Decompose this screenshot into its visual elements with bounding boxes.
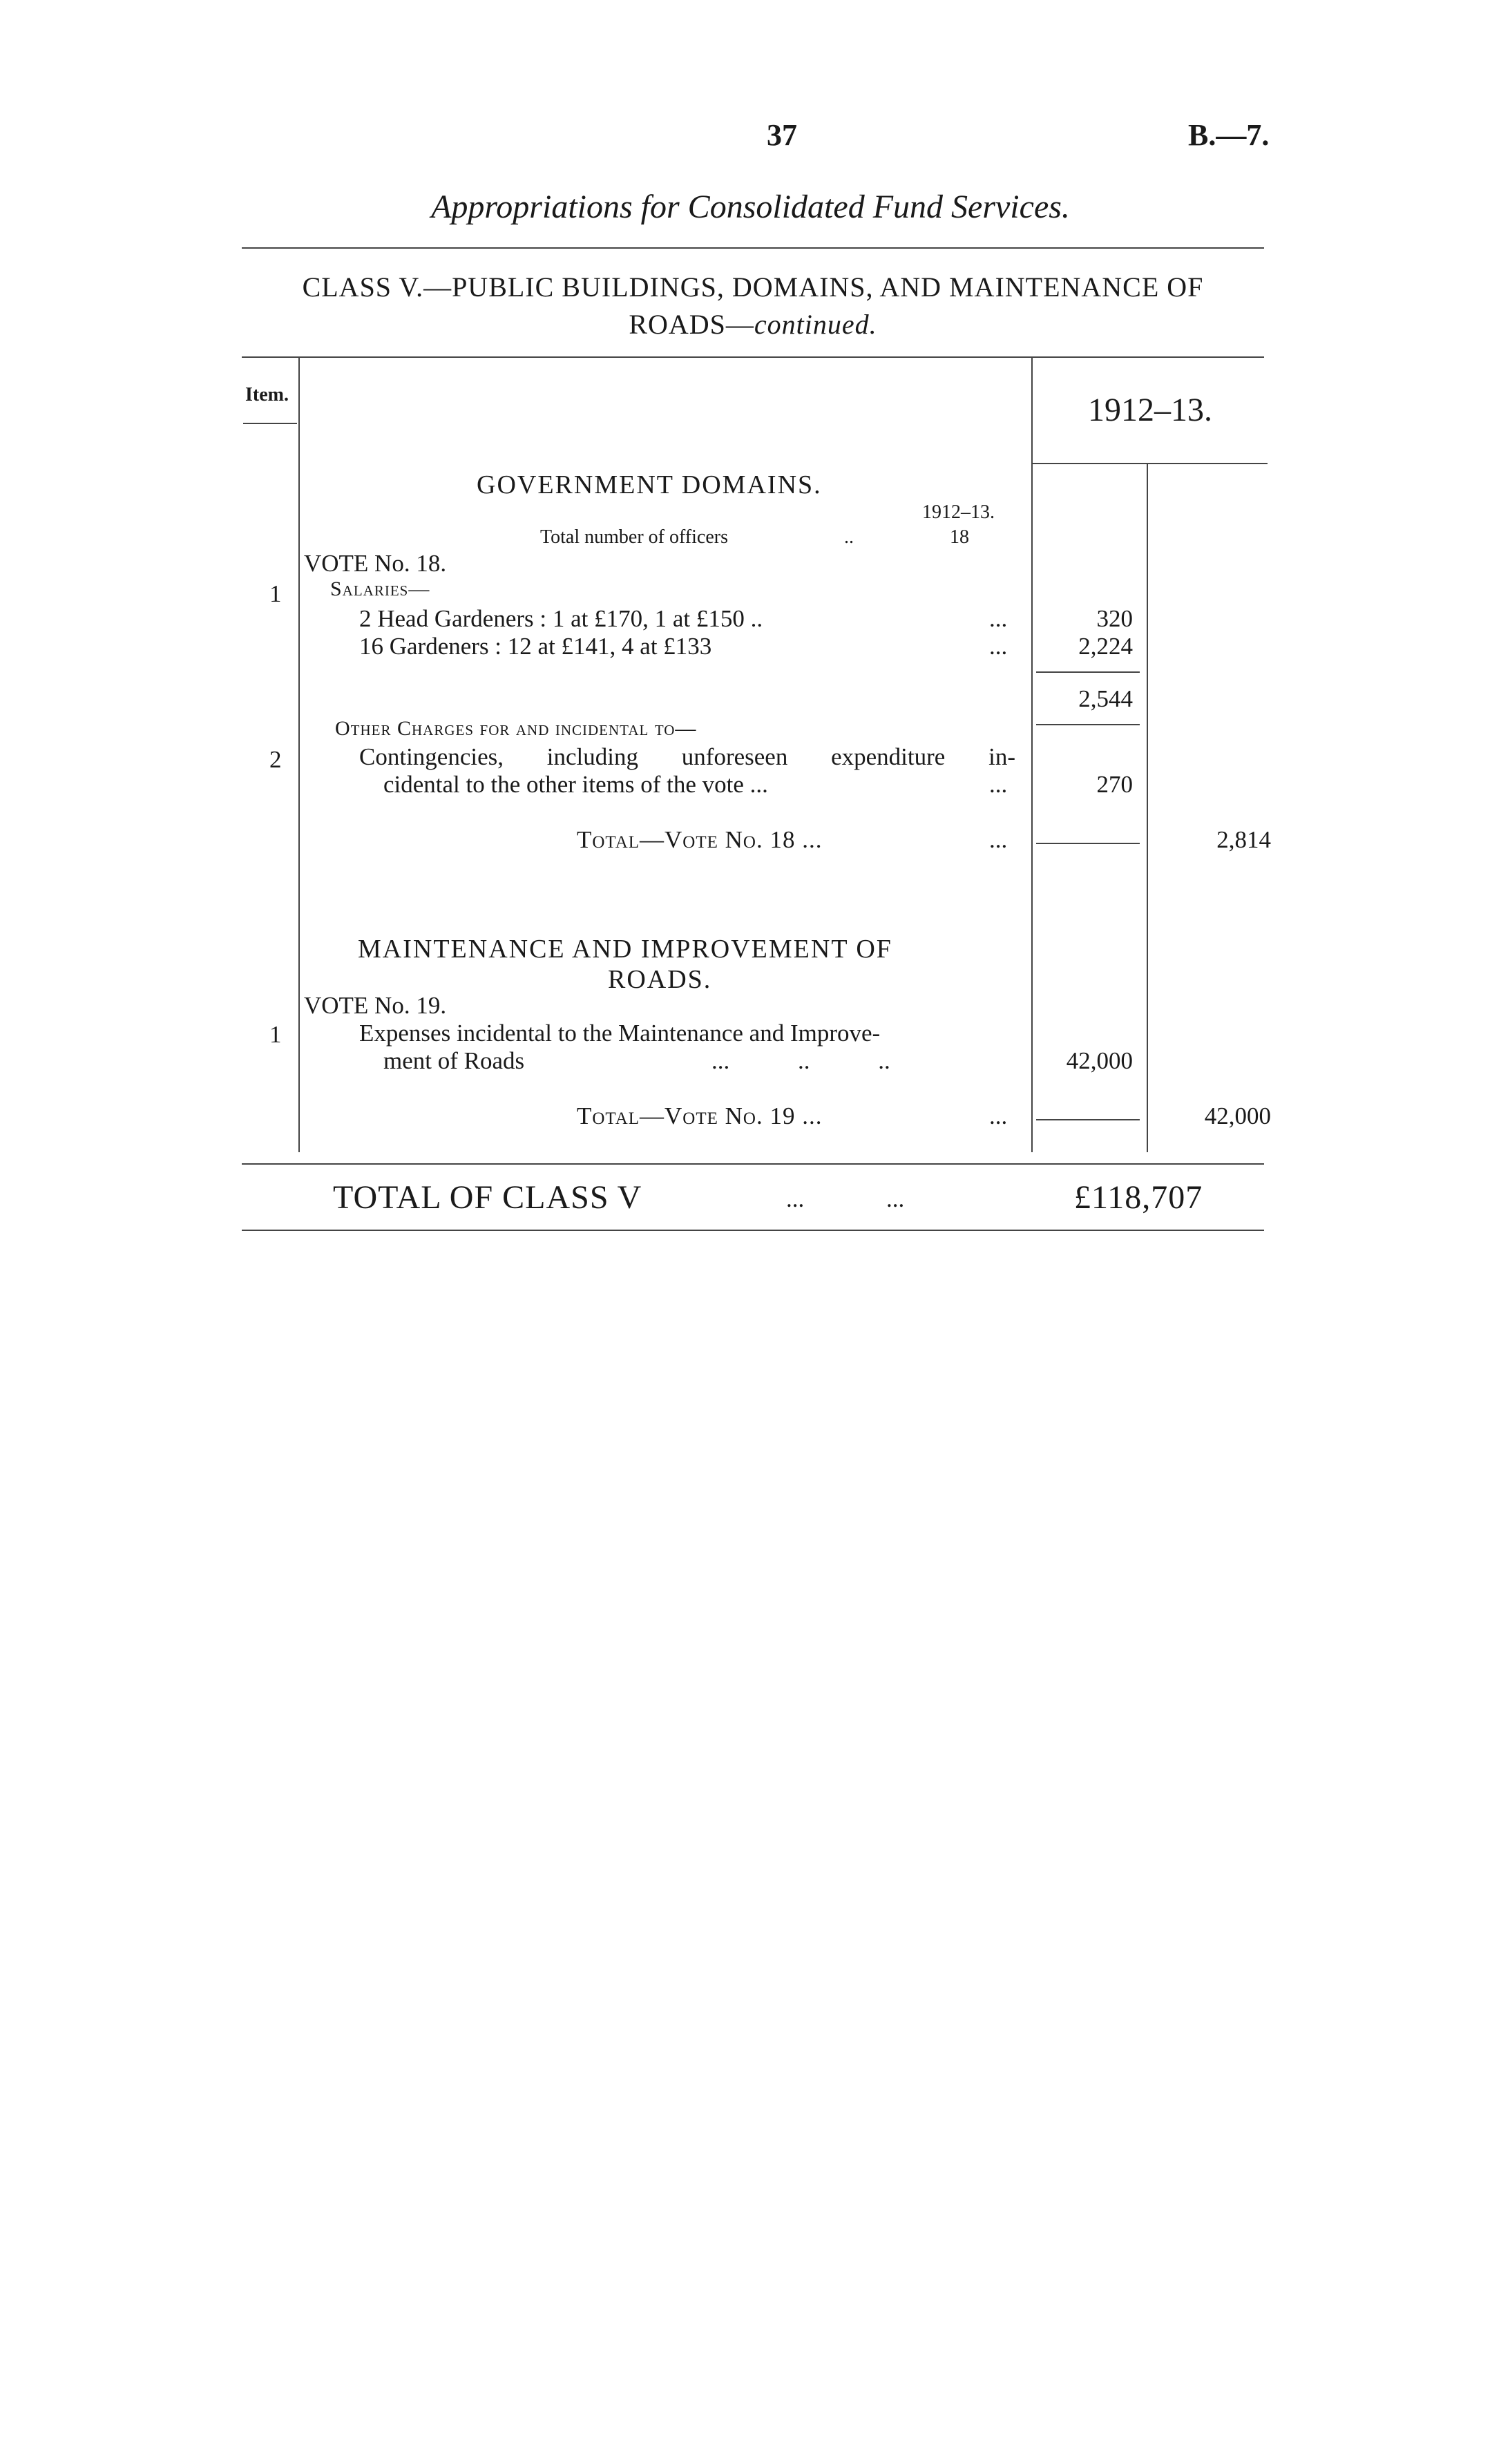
vote-19-total-label: Total—Vote No. 19 ... — [577, 1102, 823, 1129]
gardeners-line: 16 Gardeners : 12 at £141, 4 at £133 — [359, 633, 712, 660]
item-column-divider — [298, 358, 300, 1152]
grand-total-label: TOTAL OF CLASS V — [333, 1179, 642, 1216]
vote-19-total: 42,000 — [1204, 1102, 1271, 1129]
contingencies-line-2: cidental to the other items of the vote ... — [383, 771, 768, 798]
vote-19-total-dots: ... — [989, 1102, 1008, 1129]
class-heading-line-2-text: ROADS— — [629, 309, 754, 340]
vote-18-total-rule — [1036, 843, 1140, 844]
grand-total-rule — [242, 1230, 1264, 1231]
vote-19-total-rule — [1036, 1119, 1140, 1120]
roads-expenses-line-1: Expenses incidental to the Maintenance and Improve- — [359, 1020, 881, 1047]
item-header-rule — [243, 423, 297, 424]
contingencies-amount: 270 — [1096, 771, 1133, 798]
roads-expenses-dots: ... .. .. — [711, 1047, 890, 1074]
header-rule — [242, 247, 1264, 249]
roads-expenses-line-2: ment of Roads — [383, 1047, 525, 1074]
officers-count: 18 — [950, 526, 969, 548]
vote-18-total-label: Total—Vote No. 18 ... — [577, 826, 823, 853]
vote-18-label: VOTE No. 18. — [304, 550, 447, 577]
roads-title-line-2: ROADS. — [608, 965, 712, 994]
contingencies-dots: ... — [989, 771, 1008, 798]
contingencies-line-1: Contingencies, including unforeseen expenditure in- — [359, 743, 1015, 770]
amount-column-divider — [1031, 358, 1033, 1152]
class-heading-line-2 — [242, 308, 1264, 341]
gardeners-amount: 2,224 — [1078, 633, 1133, 660]
vote-19-label: VOTE No. 19. — [304, 992, 447, 1019]
head-gardeners-line: 2 Head Gardeners : 1 at £170, 1 at £150 .. — [359, 605, 763, 632]
year-header-rule — [1033, 463, 1268, 464]
vote-18-total-dots: ... — [989, 826, 1008, 853]
class-heading-line-1: CLASS V.—PUBLIC BUILDINGS, DOMAINS, AND MAINTENANCE OF — [302, 271, 1204, 303]
gardeners-dots: ... — [989, 633, 1008, 660]
table-bottom-rule — [242, 1163, 1264, 1165]
head-gardeners-amount: 320 — [1096, 605, 1133, 632]
vote-18-item-1-number: 1 — [269, 580, 282, 607]
class-heading-continued: continued. — [754, 309, 877, 340]
subamount-column-divider — [1147, 464, 1148, 1152]
page-number: 37 — [767, 118, 797, 152]
salaries-heading: Salaries— — [330, 577, 430, 600]
officers-year-label: 1912–13. — [922, 502, 995, 523]
vote-19-item-1-number: 1 — [269, 1021, 282, 1048]
head-gardeners-dots: ... — [989, 605, 1008, 632]
grand-total-amount: £118,707 — [1074, 1179, 1203, 1216]
item-column-header: Item. — [245, 384, 289, 405]
roads-title-line-1: MAINTENANCE AND IMPROVEMENT OF — [358, 935, 892, 964]
salaries-subtotal-rule — [1036, 671, 1140, 673]
salaries-subtotal-under-rule — [1036, 724, 1140, 725]
running-title: Appropriations for Consolidated Fund Services. — [431, 189, 1070, 225]
salaries-subtotal: 2,544 — [1078, 685, 1133, 712]
roads-expenses-amount: 42,000 — [1066, 1047, 1133, 1074]
vote-18-item-2-number: 2 — [269, 746, 282, 773]
grand-total-dots: ... ... — [786, 1185, 905, 1212]
other-charges-heading: Other Charges for and incidental to— — [335, 717, 697, 740]
officers-label: Total number of officers — [540, 526, 728, 548]
document-reference: B.—7. — [1188, 118, 1270, 152]
vote-18-total: 2,814 — [1216, 826, 1271, 853]
year-column-header: 1912–13. — [1088, 392, 1212, 428]
officers-dots: .. — [844, 526, 854, 548]
table-top-rule — [242, 356, 1264, 358]
government-domains-title: GOVERNMENT DOMAINS. — [477, 470, 822, 499]
